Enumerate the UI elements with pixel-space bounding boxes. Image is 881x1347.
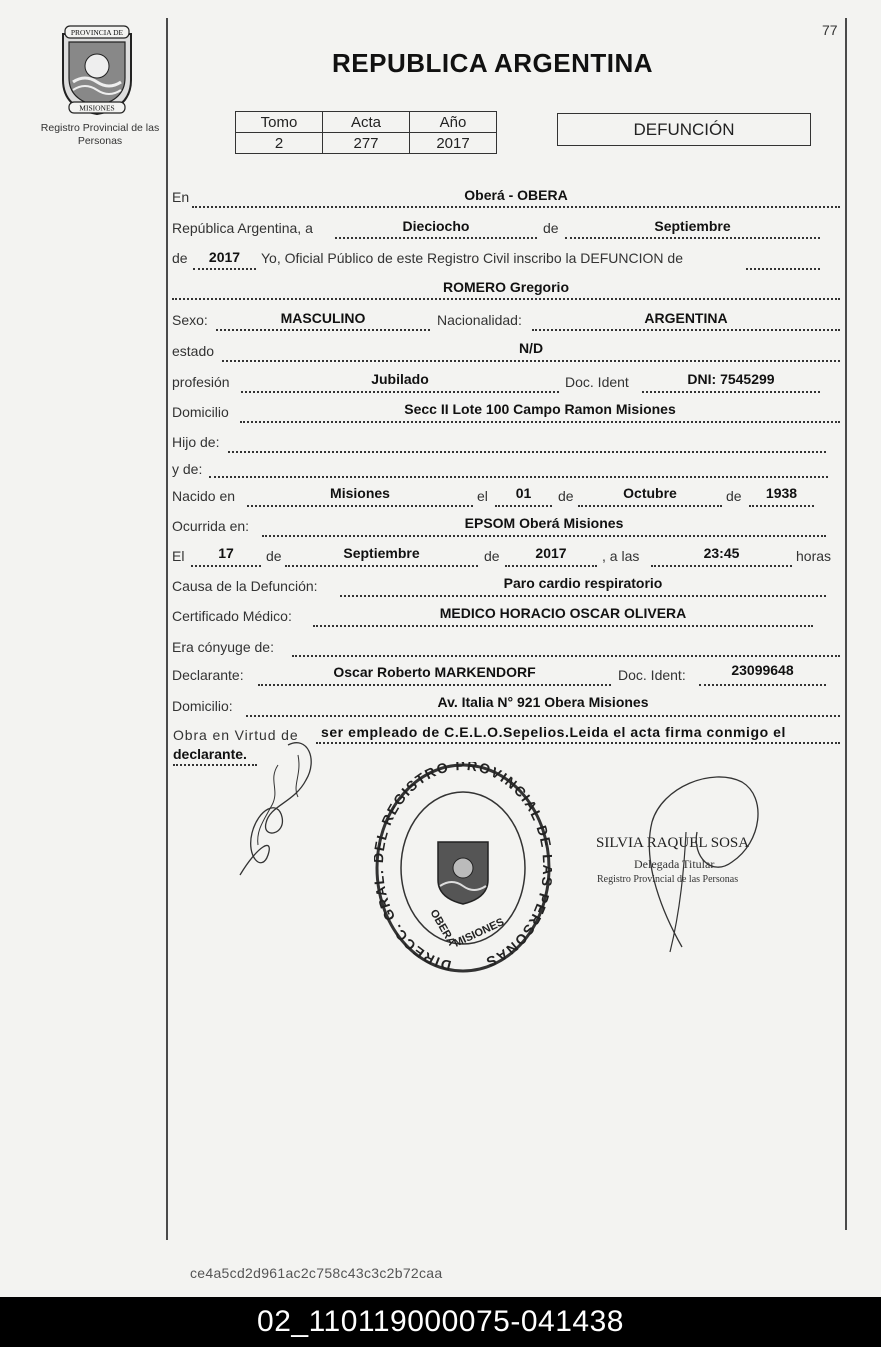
de-label-4: de: [726, 488, 742, 504]
svg-text:DIRECC. GRAL. DEL REGISTRO PRO: DIRECC. GR L REGISTRO PROVINCIAL D PERSONAS: [374, 762, 552, 974]
conyuge-line: [292, 655, 840, 657]
obra-label: Obra en Virtud de: [173, 727, 299, 743]
causa-value: Paro cardio respiratorio: [503, 575, 663, 591]
name-line: [172, 298, 840, 300]
estado-label: estado: [172, 343, 215, 359]
profesion-line: [241, 391, 559, 393]
el-label: el: [477, 488, 488, 504]
y-de-line: [209, 476, 828, 478]
death-year: 2017: [535, 545, 567, 561]
sexo-value: MASCULINO: [280, 310, 366, 326]
doc-ident-line: [642, 391, 820, 393]
doc-ident-value: DNI: 7545299: [687, 371, 775, 387]
ocurrida-value: EPSOM Oberá Misiones: [464, 515, 624, 531]
horas-label: horas: [796, 548, 832, 564]
obra-value-line2: declarante.: [173, 746, 247, 762]
province-emblem: [55, 24, 139, 116]
domicilio2-line: [246, 715, 840, 717]
birth-month-line: [578, 505, 722, 507]
de-label-5: de: [266, 548, 282, 564]
alas-label: , a las: [602, 548, 640, 564]
sexo-line: [216, 329, 430, 331]
death-year-line: [505, 565, 597, 567]
de-label-1: de: [543, 220, 559, 236]
month-line: [565, 237, 820, 239]
conyuge-label: Era cónyuge de:: [172, 639, 274, 655]
year-line: [193, 268, 256, 270]
nacionalidad-value: ARGENTINA: [644, 310, 728, 326]
anio-header: Año: [410, 112, 497, 133]
de-label-6: de: [484, 548, 500, 564]
obra-value-line1: ser empleado de C.E.L.O.Sepelios.Leida el acta firma conmigo el: [321, 724, 786, 740]
death-month: Septiembre: [343, 545, 420, 561]
registry-seal: [374, 762, 552, 974]
official-line: [746, 268, 820, 270]
doc-ident2-value: 23099648: [731, 662, 794, 678]
svg-text:PROVINCIA DE: PROVINCIA DE: [70, 28, 124, 37]
birth-month: Octubre: [623, 485, 677, 501]
sexo-label: Sexo:: [172, 312, 208, 328]
page-title: REPUBLICA ARGENTINA: [332, 48, 654, 78]
nacido-line: [247, 505, 473, 507]
domicilio-label: Domicilio: [172, 404, 229, 420]
nacido-value: Misiones: [330, 485, 390, 501]
tomo-header: Tomo: [236, 112, 323, 133]
de-label-3: de: [558, 488, 574, 504]
domicilio-line: [240, 421, 840, 423]
domicilio2-label: Domicilio:: [172, 698, 233, 714]
day-words: Dieciocho: [402, 218, 470, 234]
birth-day-line: [495, 505, 552, 507]
day-line: [335, 237, 537, 239]
year-value: 2017: [208, 249, 241, 265]
certificado-value: MEDICO HORACIO OSCAR OLIVERA: [439, 605, 687, 621]
declarante-line: [258, 684, 611, 686]
deceased-name: ROMERO Gregorio: [442, 279, 569, 295]
record-table: [235, 111, 497, 154]
birth-year-line: [749, 505, 814, 507]
nacionalidad-label: Nacionalidad:: [437, 312, 522, 328]
profesion-value: Jubilado: [371, 371, 429, 387]
hijo-line: [228, 451, 826, 453]
registry-label: Registro Provincial de las Personas: [40, 122, 160, 147]
official-text: Yo, Oficial Público de este Registro Civil inscribo la DEFUNCION de: [261, 250, 683, 266]
official-name: SILVIA RAQUEL SOSA: [596, 835, 750, 851]
acta-header: Acta: [323, 112, 410, 133]
nacionalidad-line: [532, 329, 840, 331]
record-type-box: DEFUNCIÓN: [557, 113, 811, 146]
el2-label: El: [172, 548, 185, 564]
left-margin-line: [166, 18, 168, 1240]
en-value: Oberá - OBERA: [464, 187, 568, 203]
republica-label: República Argentina, a: [172, 220, 313, 236]
causa-line: [340, 595, 826, 597]
y-de-label: y de:: [172, 461, 203, 477]
doc-ident-label: Doc. Ident: [565, 374, 629, 390]
declarant-signature: [228, 735, 328, 885]
acta-value: 277: [323, 133, 410, 154]
official-signature: [622, 762, 772, 962]
certificado-label: Certificado Médico:: [172, 608, 292, 624]
anio-value: 2017: [410, 133, 497, 154]
causa-label: Causa de la Defunción:: [172, 578, 318, 594]
estado-value: N/D: [518, 340, 544, 356]
estado-line: [222, 360, 840, 362]
en-line: [192, 206, 840, 208]
declarante-value: Oscar Roberto MARKENDORF: [333, 664, 536, 680]
death-time-line: [651, 565, 792, 567]
birth-day: 01: [515, 485, 532, 501]
svg-text:MISIONES: MISIONES: [79, 103, 115, 113]
death-day-line: [191, 565, 261, 567]
doc-ident2-line: [699, 684, 826, 686]
declarante-label: Declarante:: [172, 667, 244, 683]
death-time: 23:45: [703, 545, 740, 561]
profesion-label: profesión: [172, 374, 230, 390]
obra-line: [316, 742, 840, 744]
en-label: En: [172, 189, 190, 205]
page-number: 77: [822, 22, 838, 38]
hijo-label: Hijo de:: [172, 434, 220, 450]
doc-ident2-label: Doc. Ident:: [618, 667, 686, 683]
right-margin-line: [845, 18, 847, 1230]
footer-code-bar: 02_110119000075-041438: [0, 1297, 881, 1347]
ocurrida-line: [262, 535, 826, 537]
domicilio-value: Secc II Lote 100 Campo Ramon Misiones: [404, 401, 676, 417]
official-office: Registro Provincial de las Personas: [597, 874, 739, 885]
death-day: 17: [218, 545, 234, 561]
official-role: Delegada Titular: [634, 857, 715, 871]
certificado-line: [313, 625, 813, 627]
svg-text:OBERA: OBERA: [427, 907, 458, 948]
svg-text:MISIONES: MISIONES: [452, 916, 507, 950]
birth-year: 1938: [765, 485, 798, 501]
de-label-2: de: [172, 250, 188, 266]
nacido-label: Nacido en: [172, 488, 236, 504]
tomo-value: 2: [236, 133, 323, 154]
document-hash: ce4a5cd2d961ac2c758c43c3c2b72caa: [190, 1265, 443, 1281]
ocurrida-label: Ocurrida en:: [172, 518, 250, 534]
month-value: Septiembre: [654, 218, 731, 234]
death-month-line: [285, 565, 478, 567]
domicilio2-value: Av. Italia N° 921 Obera Misiones: [437, 694, 649, 710]
